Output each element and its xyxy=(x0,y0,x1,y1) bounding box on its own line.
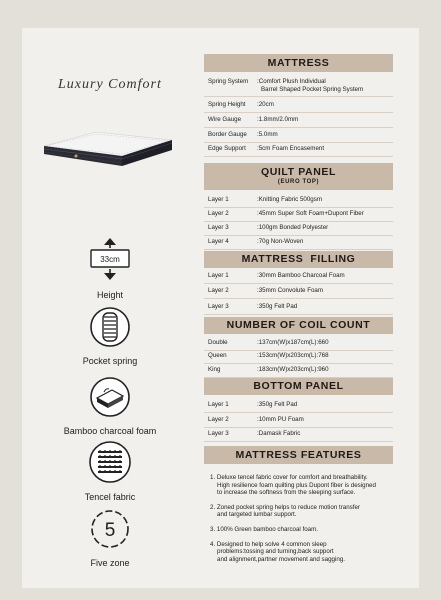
spec-value: :137cm(W)x187cm(L):660 xyxy=(257,339,329,346)
spec-row xyxy=(204,339,393,351)
spec-row xyxy=(204,430,393,442)
pocket-spring-icon xyxy=(88,306,132,348)
spec-row xyxy=(204,224,393,236)
five-zone-icon xyxy=(88,508,132,550)
spec-value: :100gm Bonded Polyester xyxy=(257,224,329,231)
spec-value: :5cm Foam Encasement xyxy=(257,145,325,152)
spec-row xyxy=(204,401,393,413)
five-zone-value: 5 xyxy=(104,520,116,541)
spec-row xyxy=(204,272,393,284)
spec-value: :35mm Convolute Foam xyxy=(257,287,324,294)
spec-value: :Knitting Fabric 500gsm xyxy=(257,196,322,203)
spec-row xyxy=(204,416,393,428)
quilt-panel-title: QUILT PANEL xyxy=(260,166,337,178)
spec-key: Layer 1 xyxy=(208,401,229,408)
spec-key: Layer 1 xyxy=(208,272,229,279)
spec-key: Spring System xyxy=(208,78,249,85)
spec-value: :20cm xyxy=(257,101,274,108)
bottom-panel-header: BOTTOM PANEL xyxy=(204,378,393,395)
spec-key: Wire Gauge xyxy=(208,116,242,123)
spec-key: Layer 2 xyxy=(208,416,229,423)
feature-five-zone xyxy=(45,508,175,568)
spec-row xyxy=(204,145,393,157)
bamboo-foam-label: Bamboo charcoal foam xyxy=(63,426,157,436)
spec-key: Layer 3 xyxy=(208,303,229,310)
feature-item: 2. Zoned pocket spring helps to reduce motion transfer and targeted lumbar support. xyxy=(210,503,360,519)
spec-row xyxy=(204,366,393,378)
spec-value: :Damask Fabric xyxy=(257,430,301,437)
spec-row xyxy=(204,116,393,128)
quilt-panel-subtitle: (EURO TOP) xyxy=(277,179,320,185)
spec-value: :153cm(W)x203cm(L):768 xyxy=(257,352,329,359)
spec-row xyxy=(204,78,393,97)
height-label: Height xyxy=(96,290,123,300)
spec-value: :1.8mm/2.0mm xyxy=(257,116,299,123)
tencel-fabric-icon xyxy=(88,440,132,484)
feature-pocket-spring xyxy=(45,306,175,366)
spec-key: Border Gauge xyxy=(208,131,247,138)
spec-key: Layer 2 xyxy=(208,287,229,294)
features-header: MATTRESS FEATURES xyxy=(204,446,393,464)
feature-height xyxy=(45,236,175,300)
spec-value: :10mm PU Foam xyxy=(257,416,304,423)
spec-key: Layer 2 xyxy=(208,210,229,217)
mattress-filling-header: MATTRESS FILLING xyxy=(204,251,393,268)
five-zone-label: Five zone xyxy=(90,558,130,568)
spec-key: Queen xyxy=(208,352,227,359)
spec-key: Double xyxy=(208,339,228,346)
feature-item: 3. 100% Green bamboo charcoal foam. xyxy=(210,525,319,533)
bamboo-foam-icon xyxy=(88,376,132,418)
spec-value: :30mm Bamboo Charcoal Foam xyxy=(257,272,345,279)
spec-key: Layer 4 xyxy=(208,238,229,245)
spec-key: Edge Support xyxy=(208,145,246,152)
spec-value: :350g Felt Pad xyxy=(257,303,298,310)
spec-value: :5.0mm xyxy=(257,131,278,138)
mattress-image xyxy=(38,128,178,178)
feature-tencel-fabric xyxy=(45,440,175,502)
pocket-spring-label: Pocket spring xyxy=(82,356,138,366)
spec-value: :Comfort Plush Individual Barrel Shaped Pocket Spring System xyxy=(257,78,364,93)
spec-key: Spring Height xyxy=(208,101,246,108)
spec-key: Layer 3 xyxy=(208,430,229,437)
spec-row xyxy=(204,352,393,364)
spec-row xyxy=(204,303,393,315)
coil-count-header: NUMBER OF COIL COUNT xyxy=(204,317,393,334)
spec-key: Layer 3 xyxy=(208,224,229,231)
feature-item: 4. Designed to help solve 4 common sleep problems:tossing and turning,back support and alignment,partner movement and sagging. xyxy=(210,540,345,563)
brand-logo: Luxury Comfort xyxy=(58,77,162,92)
spec-value: :45mm Super Soft Foam+Dupont Fiber xyxy=(257,210,364,217)
spec-key: Layer 1 xyxy=(208,196,229,203)
height-value: 33cm xyxy=(100,255,120,264)
mattress-header: MATTRESS xyxy=(204,54,393,72)
tencel-fabric-label: Tencel fabric xyxy=(84,492,136,502)
spec-row xyxy=(204,101,393,113)
spec-value: :70g Non-Woven xyxy=(257,238,304,245)
features-list xyxy=(204,474,393,570)
height-icon xyxy=(88,236,132,282)
feature-item: 1. Deluxe tencel fabric cover for comfort and breathability. High resilience foam quilting plus Dupont fiber is designed to increase the softness from the sleeping surface. xyxy=(210,474,376,497)
spec-key: King xyxy=(208,366,221,373)
spec-row xyxy=(204,131,393,143)
feature-bamboo-foam xyxy=(45,376,175,436)
spec-row xyxy=(204,238,393,250)
spec-row xyxy=(204,210,393,222)
spec-value: :350g Felt Pad xyxy=(257,401,298,408)
quilt-panel-header xyxy=(204,163,393,190)
spec-value: :183cm(W)x203cm(L):960 xyxy=(257,366,329,373)
spec-row xyxy=(204,287,393,299)
spec-row xyxy=(204,196,393,208)
